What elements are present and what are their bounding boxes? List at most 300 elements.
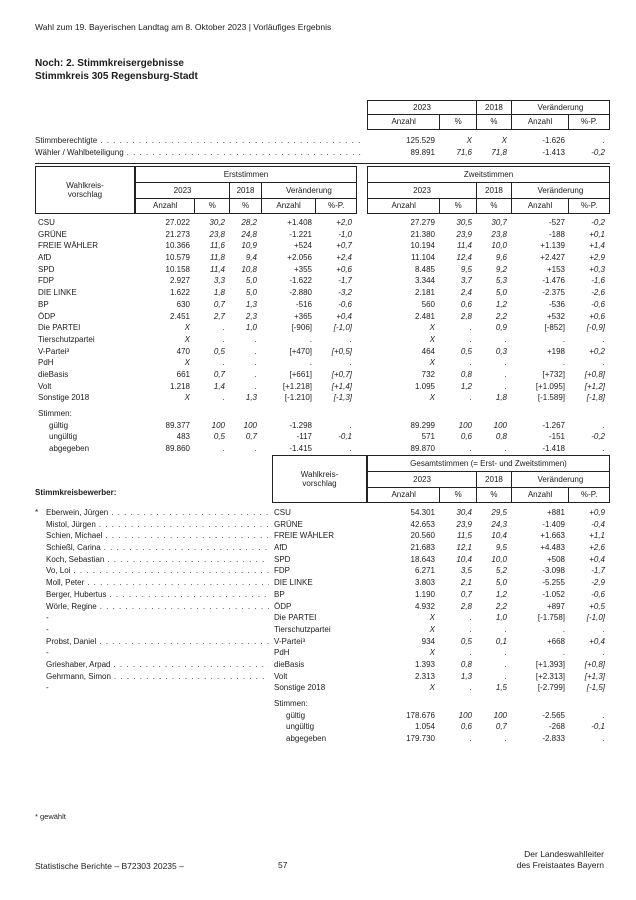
col-pct-p: %-P.	[581, 117, 598, 126]
candidate-party: GRÜNE	[274, 519, 303, 529]
erst-pct-2018: 10,9	[241, 241, 257, 251]
erst-pct-2018: .	[254, 369, 257, 379]
candidate-party: Sonstige 2018	[274, 683, 326, 693]
gesamt-change-anzahl: [-1.758]	[537, 613, 565, 623]
votes-table	[35, 166, 610, 455]
cell-anzahl-2023: 125.529	[406, 136, 435, 145]
dot-leader	[111, 507, 269, 519]
erst-pct-2023: 0,5	[213, 346, 225, 356]
candidate-name: Eberwein, Jürgen	[46, 508, 109, 517]
gesamt-pct-2018: 1,0	[495, 613, 507, 623]
stimmen-row: gültig 178.676 100 100 -2.565 .	[35, 710, 610, 722]
gesamt-anzahl-2023: X	[429, 613, 435, 623]
gesamt-change-pctp: -0,6	[591, 589, 605, 599]
cell-pct-2018: 71,8	[491, 148, 507, 157]
party-row	[35, 369, 610, 381]
gesamt-change-anzahl: [+1.393]	[535, 659, 565, 669]
erst-anzahl-2023: 661	[176, 369, 190, 379]
erst-anzahl-2023: 27.022	[165, 218, 190, 227]
zweit-anzahl-2023: 560	[421, 299, 435, 309]
gesamt-pct-2018: 1,5	[495, 683, 507, 693]
dot-leader	[73, 565, 269, 577]
candidate-party: dieBasis	[274, 659, 305, 669]
erst-change-anzahl: .	[309, 334, 312, 344]
stimmen-row-label: gültig	[286, 710, 306, 720]
erst-anzahl-2023: 2.451	[169, 311, 190, 321]
gesamt-anzahl-2023: X	[429, 683, 435, 693]
erst-change-anzahl: +524	[293, 241, 312, 251]
zweit-pct-2023: 0,5	[460, 346, 472, 356]
candidate-party: BP	[274, 589, 285, 599]
candidate-row	[35, 647, 610, 659]
gesamt-pct-2018: .	[504, 659, 507, 669]
zweit-change-pctp: +0,2	[589, 346, 605, 356]
gesamtstimmen-table	[35, 455, 610, 745]
zweit-pct-2023: .	[469, 334, 472, 344]
zweit-anzahl-2023: X	[429, 358, 435, 368]
candidate-row	[35, 636, 610, 648]
erst-pct-2018: 24,8	[241, 229, 257, 239]
erst-pct-2018: .	[254, 358, 257, 368]
erst-change-pctp: [-1,0]	[333, 323, 352, 333]
party-row	[35, 240, 610, 252]
zweit-change-pctp: .	[602, 358, 605, 368]
stimmen-row-label: abgegeben	[286, 734, 327, 744]
zweit-pct-2023: 11,4	[457, 241, 472, 251]
gesamt-pct-2018: 9,5	[495, 543, 507, 553]
dot-leader	[87, 577, 269, 589]
zweit-pct-2023: 3,7	[460, 276, 472, 286]
gesamt-pct-2023: 30,4	[456, 508, 472, 517]
zweit-change-anzahl: [+732]	[542, 369, 565, 379]
gesamt-change-anzahl: .	[562, 648, 565, 658]
zweit-change-anzahl: [+1.095]	[535, 381, 565, 391]
erst-pct-2023: 23,8	[209, 229, 225, 239]
party-name: FREIE WÄHLER	[38, 241, 99, 251]
dot-leader	[99, 636, 269, 648]
party-row	[35, 299, 610, 311]
stimmen-row-label: abgegeben	[49, 444, 90, 454]
cell-pct-2023: X	[466, 136, 472, 145]
erst-change-pctp: -1,0	[338, 229, 352, 239]
party-name: SPD	[38, 264, 55, 274]
candidate-row	[35, 542, 610, 554]
gesamt-pct-2023: .	[469, 624, 472, 634]
erst-change-anzahl: +355	[293, 264, 312, 274]
gesamt-pct-2023: 1,3	[460, 671, 472, 681]
gesamt-pct-2018: 2,2	[495, 601, 507, 611]
zweit-pct-2018: 1,2	[495, 299, 507, 309]
zweit-pct-2023: 9,5	[460, 264, 472, 274]
candidate-name: -	[46, 613, 49, 623]
summary-table-header	[367, 100, 610, 130]
erst-pct-2023: 1,8	[213, 288, 225, 298]
stimmen-rows	[35, 420, 610, 455]
erst-change-anzahl: -1.622	[289, 276, 312, 286]
party-row	[35, 275, 610, 287]
gesamt-anzahl-2023: 18.643	[410, 554, 435, 564]
erst-change-anzahl: [+470]	[289, 346, 312, 356]
gesamt-change-pctp: .	[602, 648, 605, 658]
gesamt-anzahl-2023: 2.313	[414, 671, 435, 681]
zweit-pct-2023: 30,5	[456, 218, 472, 227]
gesamt-change-pctp: .	[602, 624, 605, 634]
gesamt-pct-2018: 24,3	[491, 519, 507, 529]
gesamt-pct-2018: 10,0	[491, 554, 507, 564]
gesamt-change-anzahl: -5.255	[542, 578, 565, 588]
dot-leader	[100, 135, 364, 147]
candidate-party: Die PARTEI	[274, 613, 317, 623]
gesamt-change-anzahl: +1.663	[540, 531, 565, 541]
stimmen-row: ungültig 1.054 0,6 0,7 -268 -0,1	[35, 721, 610, 733]
erst-change-anzahl: [+1.218]	[282, 381, 312, 391]
candidate-row	[35, 671, 610, 683]
gesamt-pct-2018: .	[504, 671, 507, 681]
gesamt-change-pctp: +2,6	[589, 543, 605, 553]
gesamt-change-pctp: -0,4	[591, 519, 605, 529]
erst-anzahl-2023: X	[184, 334, 190, 344]
erst-pct-2023: 30,2	[209, 218, 225, 227]
zweit-change-pctp: [-1,8]	[586, 393, 605, 403]
gesamt-change-anzahl: +668	[546, 636, 565, 646]
zweit-change-pctp: -2,6	[591, 288, 605, 298]
party-name: Die PARTEI	[38, 323, 81, 333]
zweit-change-pctp: +0,1	[589, 229, 605, 239]
erst-change-pctp: +0,4	[336, 311, 352, 321]
erst-anzahl-2023: 10.579	[165, 253, 190, 263]
candidate-row	[35, 659, 610, 671]
erst-pct-2018: 10,8	[241, 264, 257, 274]
footnote: * gewählt	[35, 812, 66, 821]
zweit-change-anzahl: +153	[546, 264, 565, 274]
gesamt-anzahl-2023: 54.301	[410, 508, 435, 517]
group-zweitstimmen: Zweitstimmen 2023 2018 Veränderung Anzahl % % Anzahl %-P.	[367, 166, 610, 214]
erst-change-pctp: +0,6	[336, 264, 352, 274]
stimmen-row: ungültig 483 0,5 0,7 -117 -0,1 571 0,6 0,8 -151 -0,2	[35, 431, 610, 443]
zweit-change-pctp: +0,6	[589, 311, 605, 321]
candidate-name: -	[46, 624, 49, 634]
candidate-name: Vo, Loi	[46, 566, 71, 576]
zweit-pct-2018: 9,2	[495, 264, 507, 274]
party-name: Volt	[38, 381, 52, 391]
footer-issuer: Der Landeswahlleiter des Freistaates Bayern	[516, 849, 604, 870]
zweit-pct-2023: 0,6	[460, 299, 472, 309]
stimmen-row: gültig 89.377 100 100 -1.298 . 89.299 100 100 -1.267 .	[35, 420, 610, 432]
gesamt-anzahl-2023: 934	[421, 636, 435, 646]
erst-anzahl-2023: 1.622	[169, 288, 190, 298]
gesamt-change-pctp: -2,9	[591, 578, 605, 588]
zweit-anzahl-2023: 10.194	[410, 241, 435, 251]
erst-change-pctp: [+1,4]	[331, 381, 352, 391]
party-row	[35, 346, 610, 358]
gesamt-change-pctp: [+0,8]	[584, 659, 605, 669]
erst-change-pctp: .	[349, 334, 352, 344]
gesamt-anzahl-2023: 3.803	[414, 578, 435, 588]
candidate-party: DIE LINKE	[274, 578, 313, 588]
erst-anzahl-2023: X	[184, 393, 190, 403]
zweit-change-anzahl: +198	[546, 346, 565, 356]
rule	[35, 163, 610, 164]
erst-pct-2023: 0,7	[213, 369, 225, 379]
erst-change-anzahl: .	[309, 358, 312, 368]
party-name: PdH	[38, 358, 54, 368]
party-row	[35, 334, 610, 346]
zweit-change-pctp: .	[602, 334, 605, 344]
erst-change-pctp: [+0,5]	[331, 346, 352, 356]
dot-leader	[104, 542, 269, 554]
gesamt-change-anzahl: +897	[546, 601, 565, 611]
zweit-change-anzahl: -1.476	[542, 276, 565, 286]
col-pct: %	[477, 115, 512, 129]
erst-change-anzahl: [+661]	[289, 369, 312, 379]
erst-change-anzahl: -1.221	[289, 229, 312, 239]
candidate-party: FDP	[274, 566, 290, 576]
gesamt-anzahl-2023: 1.393	[414, 659, 435, 669]
zweit-pct-2023: 1,2	[460, 381, 472, 391]
zweit-pct-2018: .	[504, 334, 507, 344]
erst-pct-2023: .	[222, 393, 225, 403]
zweit-change-pctp: [-0,9]	[586, 323, 605, 333]
erst-change-pctp: +0,7	[336, 241, 352, 251]
zweit-pct-2018: 0,9	[495, 323, 507, 333]
erst-pct-2023: .	[222, 323, 225, 333]
row-label: Stimmberechtigte	[35, 136, 98, 145]
zweit-change-pctp: +2,9	[589, 253, 605, 263]
gesamt-pct-2018: 0,1	[495, 636, 507, 646]
page-title	[35, 57, 198, 83]
zweit-change-anzahl: +2.427	[540, 253, 565, 263]
erst-pct-2018: 1,3	[245, 393, 257, 403]
erst-anzahl-2023: 630	[176, 299, 190, 309]
erst-change-pctp: .	[349, 358, 352, 368]
cell-change-pctp: .	[602, 136, 605, 145]
party-row	[35, 229, 610, 241]
zweit-change-anzahl: .	[562, 334, 565, 344]
gesamt-anzahl-2023: 42.653	[410, 519, 435, 529]
cell-change-anzahl: -1.626	[542, 136, 565, 145]
erst-change-pctp: -3,2	[338, 288, 352, 298]
erst-pct-2023: 0,7	[213, 299, 225, 309]
candidate-name: Wörle, Regine	[46, 601, 97, 611]
zweit-change-pctp: -0,2	[591, 218, 605, 227]
gesamt-pct-2023: 3,5	[460, 566, 472, 576]
erst-pct-2018: 28,2	[241, 218, 257, 227]
party-name: ÖDP	[38, 311, 56, 321]
zweit-change-anzahl: -188	[548, 229, 565, 239]
party-name: FDP	[38, 276, 54, 286]
erst-change-pctp: -0,6	[338, 299, 352, 309]
zweit-anzahl-2023: 2.181	[414, 288, 435, 298]
candidate-name: Moll, Peter	[46, 578, 85, 588]
dot-leader	[99, 519, 269, 531]
zweit-anzahl-2023: X	[429, 393, 435, 403]
zweit-pct-2018: .	[504, 369, 507, 379]
candidate-row	[35, 577, 610, 589]
col-anzahl: Anzahl	[512, 115, 570, 129]
footer-page-number: 57	[278, 860, 288, 870]
erst-anzahl-2023: 21.273	[165, 229, 190, 239]
candidate-name: -	[46, 683, 49, 693]
candidate-row	[35, 612, 610, 624]
stimmen-row: abgegeben 89.860 . . -1.415 . 89.870 . . -1.418 .	[35, 443, 610, 455]
col-anzahl: Anzahl	[368, 115, 440, 129]
erst-pct-2018: 5,0	[245, 276, 257, 286]
votes-table-header	[35, 166, 610, 214]
erst-pct-2018: 2,3	[245, 311, 257, 321]
party-name: AfD	[38, 253, 52, 263]
summary-table	[35, 100, 610, 164]
party-rows	[35, 217, 610, 404]
erst-change-anzahl: -2.880	[289, 288, 312, 298]
party-row	[35, 217, 610, 229]
erst-anzahl-2023: 10.158	[165, 264, 190, 274]
gesamt-change-anzahl: -3.098	[542, 566, 565, 576]
gesamt-anzahl-2023: 20.560	[410, 531, 435, 541]
gesamt-change-pctp: [-1,5]	[586, 683, 605, 693]
zweit-pct-2023: 23,9	[456, 229, 472, 239]
zweit-change-anzahl: [-1.589]	[537, 393, 565, 403]
zweit-pct-2023: 12,4	[456, 253, 472, 263]
candidate-row	[35, 507, 610, 519]
summary-row	[35, 135, 610, 147]
candidate-row	[35, 589, 610, 601]
erst-change-pctp: [+0,7]	[331, 369, 352, 379]
zweit-change-pctp: [+0,8]	[584, 369, 605, 379]
group-erststimmen: Erststimmen 2023 2018 Veränderung Anzahl % % Anzahl %-P.	[135, 166, 357, 214]
candidate-party: Tierschutzpartei	[274, 624, 331, 634]
candidate-party: SPD	[274, 554, 291, 564]
gesamt-anzahl-2023: X	[429, 624, 435, 634]
zweit-anzahl-2023: 3.344	[414, 276, 435, 286]
col-wahlkreisvorschlag: Wahlkreis- vorschlag	[35, 166, 135, 214]
col-change: Veränderung	[512, 101, 609, 115]
erst-change-anzahl: -516	[295, 299, 312, 309]
gesamt-pct-2018: .	[504, 624, 507, 634]
erst-anzahl-2023: 470	[176, 346, 190, 356]
candidate-party: V-Partei³	[274, 636, 306, 646]
stimmen-header-row	[35, 408, 610, 420]
page-header: Wahl zum 19. Bayerischen Landtag am 8. Oktober 2023 | Vorläufiges Ergebnis	[35, 22, 332, 32]
gesamt-anzahl-2023: 6.271	[414, 566, 435, 576]
zweit-change-pctp: [+1,2]	[584, 381, 605, 391]
erst-pct-2023: 2,7	[213, 311, 225, 321]
group-gesamtstimmen: Gesamtstimmen (= Erst- und Zweitstimmen) 2023 2018 Veränderung Anzahl % % Anzahl %-P.	[367, 455, 610, 503]
erst-pct-2023: .	[222, 358, 225, 368]
dot-leader	[109, 589, 269, 601]
erst-pct-2023: 11,6	[210, 241, 225, 251]
party-row	[35, 287, 610, 299]
candidate-party: ÖDP	[274, 601, 292, 611]
summary-rows	[35, 135, 610, 159]
gesamt-change-pctp: +1,1	[589, 531, 605, 541]
party-row	[35, 264, 610, 276]
gesamt-pct-2023: 11,5	[457, 531, 472, 541]
party-name: Sonstige 2018	[38, 393, 90, 403]
gesamt-pct-2023: .	[469, 613, 472, 623]
gesamtstimmen-table-header	[272, 455, 610, 503]
erst-change-pctp: +2,4	[336, 253, 352, 263]
candidate-name: Schien, Michael	[46, 531, 103, 541]
erst-change-pctp: -1,7	[338, 276, 352, 286]
zweit-pct-2018: .	[504, 358, 507, 368]
party-row	[35, 252, 610, 264]
gesamt-pct-2023: 0,5	[460, 636, 472, 646]
gesamt-pct-2018: 29,5	[491, 508, 507, 517]
zweit-pct-2023: 2,8	[460, 311, 472, 321]
gesamt-change-pctp: +0,5	[589, 601, 605, 611]
gesamt-change-anzahl: +881	[546, 508, 565, 517]
party-name: DIE LINKE	[38, 288, 77, 298]
candidate-row	[35, 530, 610, 542]
stimmen-header-row	[35, 698, 610, 710]
gesamt-pct-2018: .	[504, 648, 507, 658]
gesamt-change-pctp: +0,4	[589, 636, 605, 646]
zweit-pct-2023: .	[469, 358, 472, 368]
col-wahlkreisvorschlag: Wahlkreis- vorschlag	[272, 455, 367, 503]
gesamt-pct-2018: 10,4	[491, 531, 507, 541]
gesamt-pct-2023: 12,1	[456, 543, 472, 553]
erst-anzahl-2023: X	[184, 323, 190, 333]
stimmen-row-label: ungültig	[286, 722, 315, 732]
zweit-pct-2018: 0,3	[495, 346, 507, 356]
erst-change-anzahl: [-906]	[291, 323, 312, 333]
party-row	[35, 381, 610, 393]
erst-pct-2018: .	[254, 346, 257, 356]
party-name: Tierschutzpartei	[38, 334, 95, 344]
party-row	[35, 311, 610, 323]
party-row	[35, 322, 610, 334]
dot-leader	[127, 147, 364, 159]
gesamt-change-anzahl: [+2.313]	[535, 671, 565, 681]
zweit-anzahl-2023: X	[429, 334, 435, 344]
candidate-row	[35, 624, 610, 636]
gesamt-change-pctp: [-1,0]	[586, 613, 605, 623]
summary-row	[35, 147, 610, 159]
party-row	[35, 357, 610, 369]
erst-change-pctp: [-1,3]	[333, 393, 352, 403]
gesamt-change-anzahl: .	[562, 624, 565, 634]
stimmen-row: abgegeben 179.730 . . -2.833 .	[35, 733, 610, 745]
zweit-anzahl-2023: 27.279	[410, 218, 435, 227]
zweit-pct-2018: 1,8	[495, 393, 507, 403]
party-row	[35, 392, 610, 404]
cell-pct-2023: 71,6	[456, 148, 472, 157]
gesamt-anzahl-2023: 1.190	[414, 589, 435, 599]
gesamt-pct-2018: 5,0	[495, 578, 507, 588]
zweit-anzahl-2023: 11.104	[411, 253, 435, 263]
erst-pct-2023: .	[222, 334, 225, 344]
zweit-change-anzahl: -2.375	[542, 288, 565, 298]
section-label: Stimmkreisbewerber:	[35, 488, 117, 497]
zweit-pct-2018: 5,3	[495, 276, 507, 286]
title-line-1: Noch: 2. Stimmkreisergebnisse	[35, 58, 184, 69]
zweit-pct-2018: 5,0	[495, 288, 507, 298]
title-line-2: Stimmkreis 305 Regensburg-Stadt	[35, 71, 198, 82]
gesamt-pct-2023: 23,9	[456, 519, 472, 529]
stimmen-row-label: ungültig	[49, 432, 78, 442]
candidate-name: Koch, Sebastian	[46, 554, 105, 564]
erst-pct-2018: 5,0	[245, 288, 257, 298]
zweit-pct-2018: 2,2	[495, 311, 507, 321]
zweit-pct-2018: .	[504, 381, 507, 391]
gesamt-change-anzahl: +508	[546, 554, 565, 564]
party-name: BP	[38, 299, 49, 309]
candidate-row	[35, 554, 610, 566]
erst-pct-2023: 11,8	[210, 253, 225, 263]
erst-pct-2023: 3,3	[213, 276, 225, 286]
erst-change-pctp: +2,0	[336, 218, 352, 227]
zweit-change-anzahl: [-852]	[544, 323, 565, 333]
